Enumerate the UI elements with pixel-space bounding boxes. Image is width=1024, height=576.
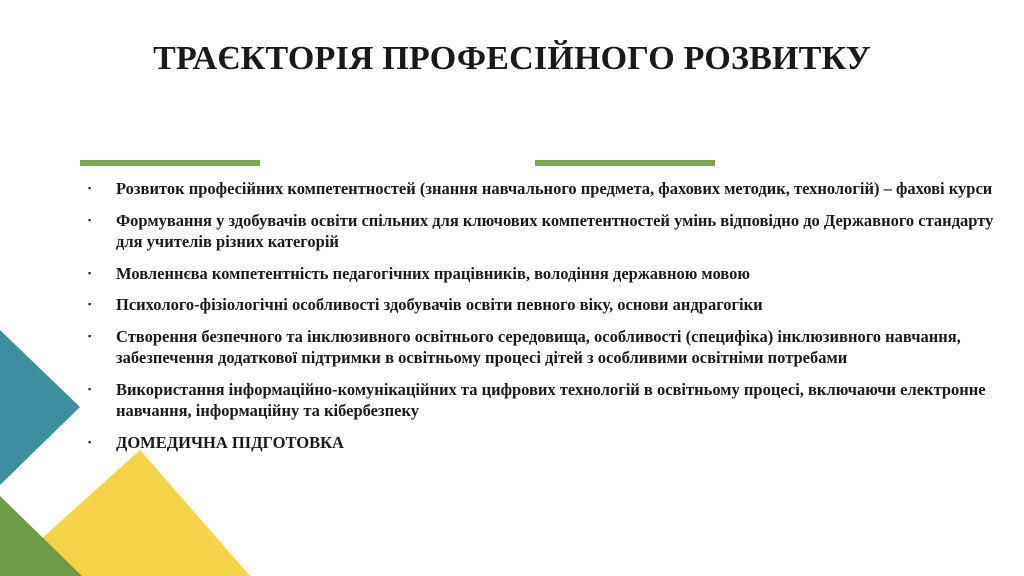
list-item-text: Використання інформаційно-комунікаційних та цифрових технологій в освітньому процесі, включаючи електронне навчання, інформаційну та кібербезпеку: [116, 379, 986, 420]
list-item-text: Розвиток професійних компетентностей (знання навчального предмета, фахових методик, технологій) – фахові курси: [116, 179, 993, 198]
list-item-text: Формування у здобувачів освіти спільних для ключових компетентностей умінь відповідно до Державного стандарту для учителів різних категорій: [116, 210, 994, 251]
slide-title: ТРАЄКТОРІЯ ПРОФЕСІЙНОГО РОЗВИТКУ: [153, 40, 871, 77]
list-item-text: Створення безпечного та інклюзивного освітнього середовища, особливості (специфіка) інклюзивного навчання, забезпечення додаткової підтримки в освітньому процесі дітей з особливими освітніми потребами: [116, 326, 961, 367]
list-item: [88, 326, 1013, 369]
accent-bar-right: [535, 160, 715, 166]
bullet-marker-icon: ▪: [88, 267, 92, 278]
bullet-marker-icon: ▪: [88, 214, 92, 225]
list-item-text: Психолого-фізіологічні особливості здобувачів освіти певного віку, основи андрагогіки: [116, 295, 763, 314]
bullet-marker-icon: ▪: [88, 299, 92, 309]
bullet-marker-icon: ▪: [88, 330, 92, 341]
teal-triangle-shape: [0, 330, 80, 485]
bullet-marker-icon: ▪: [88, 183, 92, 193]
list-item: [88, 210, 1013, 253]
accent-bar-left: [80, 160, 260, 166]
bullet-list: [88, 178, 1013, 463]
list-item-text: ДОМЕДИЧНА ПІДГОТОВКА: [116, 432, 344, 452]
list-item: [88, 432, 1013, 454]
list-item: [88, 263, 1013, 285]
bullet-marker-icon: ▪: [88, 436, 92, 447]
list-item: [88, 294, 1013, 316]
bullet-marker-icon: ▪: [88, 383, 92, 394]
list-item-text: Мовленнєва компетентність педагогічних працівників, володіння державною мовою: [116, 263, 750, 283]
list-item: [88, 379, 1013, 422]
list-item: [88, 178, 1013, 200]
